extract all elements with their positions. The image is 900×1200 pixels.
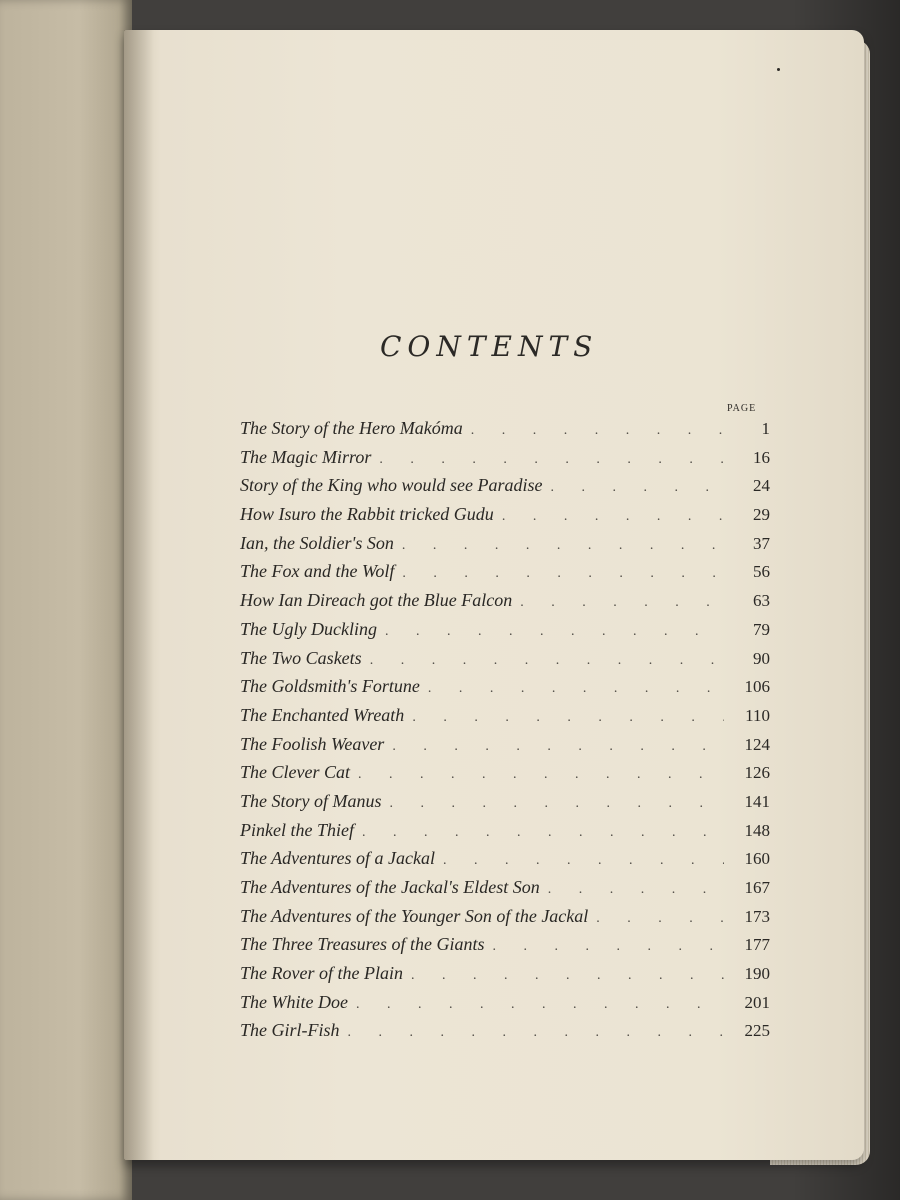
toc-entry-title: Ian, the Soldier's Son [240,532,394,553]
toc-entry [240,820,770,849]
toc-entry [240,992,770,1021]
dot-leader [358,767,724,783]
toc-entry-page-number: 56 [753,562,770,582]
toc-entry [240,561,770,590]
toc-entry [240,475,770,504]
toc-entry [240,619,770,648]
toc-entry-page-number: 79 [753,619,770,639]
toc-entry-page-number: 124 [744,734,770,754]
toc-entry-title: The Enchanted Wreath [240,704,405,725]
toc-entry-page-number: 177 [744,935,770,955]
toc-entry-page-number: 90 [753,648,770,668]
toc-entry-title: Story of the King who would see Paradise [240,475,543,496]
toc-entry-title: Pinkel the Thief [240,819,354,840]
toc-entry-page-number: 110 [745,705,770,725]
toc-entry-page-number: 24 [753,476,770,496]
toc-entry-title: The Girl-Fish [240,1020,340,1041]
toc-entry [240,418,770,447]
toc-entry-page-number: 201 [744,992,770,1012]
toc-entry-page-number: 16 [753,447,770,467]
page-column-label: PAGE [727,403,757,414]
toc-entry-page-number: 1 [761,419,770,438]
toc-entry-page-number: 190 [744,964,770,984]
toc-entry [240,762,770,791]
toc-entry-title: How Ian Direach got the Blue Falcon [240,590,513,611]
toc-entry-title: The Fox and the Wolf [240,561,395,582]
dot-leader [596,911,724,927]
toc-entry-title: The Magic Mirror [240,446,372,467]
toc-entry-page-number: 173 [744,906,770,926]
dot-leader [520,595,724,611]
toc-entry-title: The Adventures of the Jackal's Eldest Son [240,877,540,897]
dot-leader [548,882,724,898]
page-title: CONTENTS [380,330,599,363]
dot-leader [370,653,724,669]
toc-entry [240,963,770,992]
toc-entry-page-number: 63 [753,591,770,611]
toc-entry [240,791,770,820]
dot-leader [348,1025,724,1041]
dot-leader [362,825,724,841]
toc-entry [240,676,770,705]
toc-entry-title: The Three Treasures of the Giants [240,934,485,955]
page-gutter-shadow [124,30,154,1160]
toc-entry [240,934,770,963]
toc-entry-page-number: 160 [744,849,770,869]
dot-leader [411,968,724,984]
dot-leader [402,538,724,554]
toc-entry [240,590,770,619]
toc-entry-page-number: 225 [744,1021,770,1041]
toc-entry-page-number: 148 [744,820,770,840]
toc-entry-page-number: 106 [744,677,770,697]
toc-entry [240,734,770,763]
toc-entry [240,447,770,476]
toc-entry-title: The Clever Cat [240,762,350,783]
dot-leader [379,452,724,468]
dot-leader [428,681,724,697]
table-of-contents [240,418,770,1049]
dot-leader [390,796,725,812]
ink-speck [777,68,780,71]
dot-leader [392,739,724,755]
dot-leader [550,480,724,496]
toc-entry-title: How Isuro the Rabbit tricked Gudu [240,504,494,525]
toc-entry [240,705,770,734]
dot-leader [402,566,724,582]
dot-leader [493,939,724,955]
toc-entry [240,906,770,935]
toc-entry-title: The Foolish Weaver [240,733,385,754]
dot-leader [443,853,724,869]
toc-entry-page-number: 37 [753,533,770,553]
dot-leader [471,423,724,439]
toc-entry [240,648,770,677]
dot-leader [502,509,724,525]
toc-entry [240,533,770,562]
toc-entry-page-number: 126 [744,763,770,783]
left-page [0,0,132,1200]
dot-leader [356,997,724,1013]
toc-entry-page-number: 29 [753,505,770,525]
toc-entry-title: The White Doe [240,991,348,1012]
toc-entry-title: The Adventures of the Younger Son of the Jackal [240,905,589,926]
toc-entry-title: The Adventures of a Jackal [240,848,435,869]
dot-leader [385,624,724,640]
toc-entry-title: The Goldsmith's Fortune [240,676,420,697]
toc-entry-title: The Story of the Hero Makóma [240,418,463,438]
toc-entry-title: The Rover of the Plain [240,963,403,984]
toc-entry [240,877,770,906]
toc-entry-title: The Ugly Duckling [240,618,377,639]
toc-entry-title: The Two Caskets [240,647,362,668]
toc-entry [240,504,770,533]
toc-entry [240,848,770,877]
dot-leader [412,710,724,726]
toc-entry-page-number: 141 [744,791,770,811]
toc-entry [240,1020,770,1049]
toc-entry-title: The Story of Manus [240,790,382,811]
toc-entry-page-number: 167 [744,878,770,897]
